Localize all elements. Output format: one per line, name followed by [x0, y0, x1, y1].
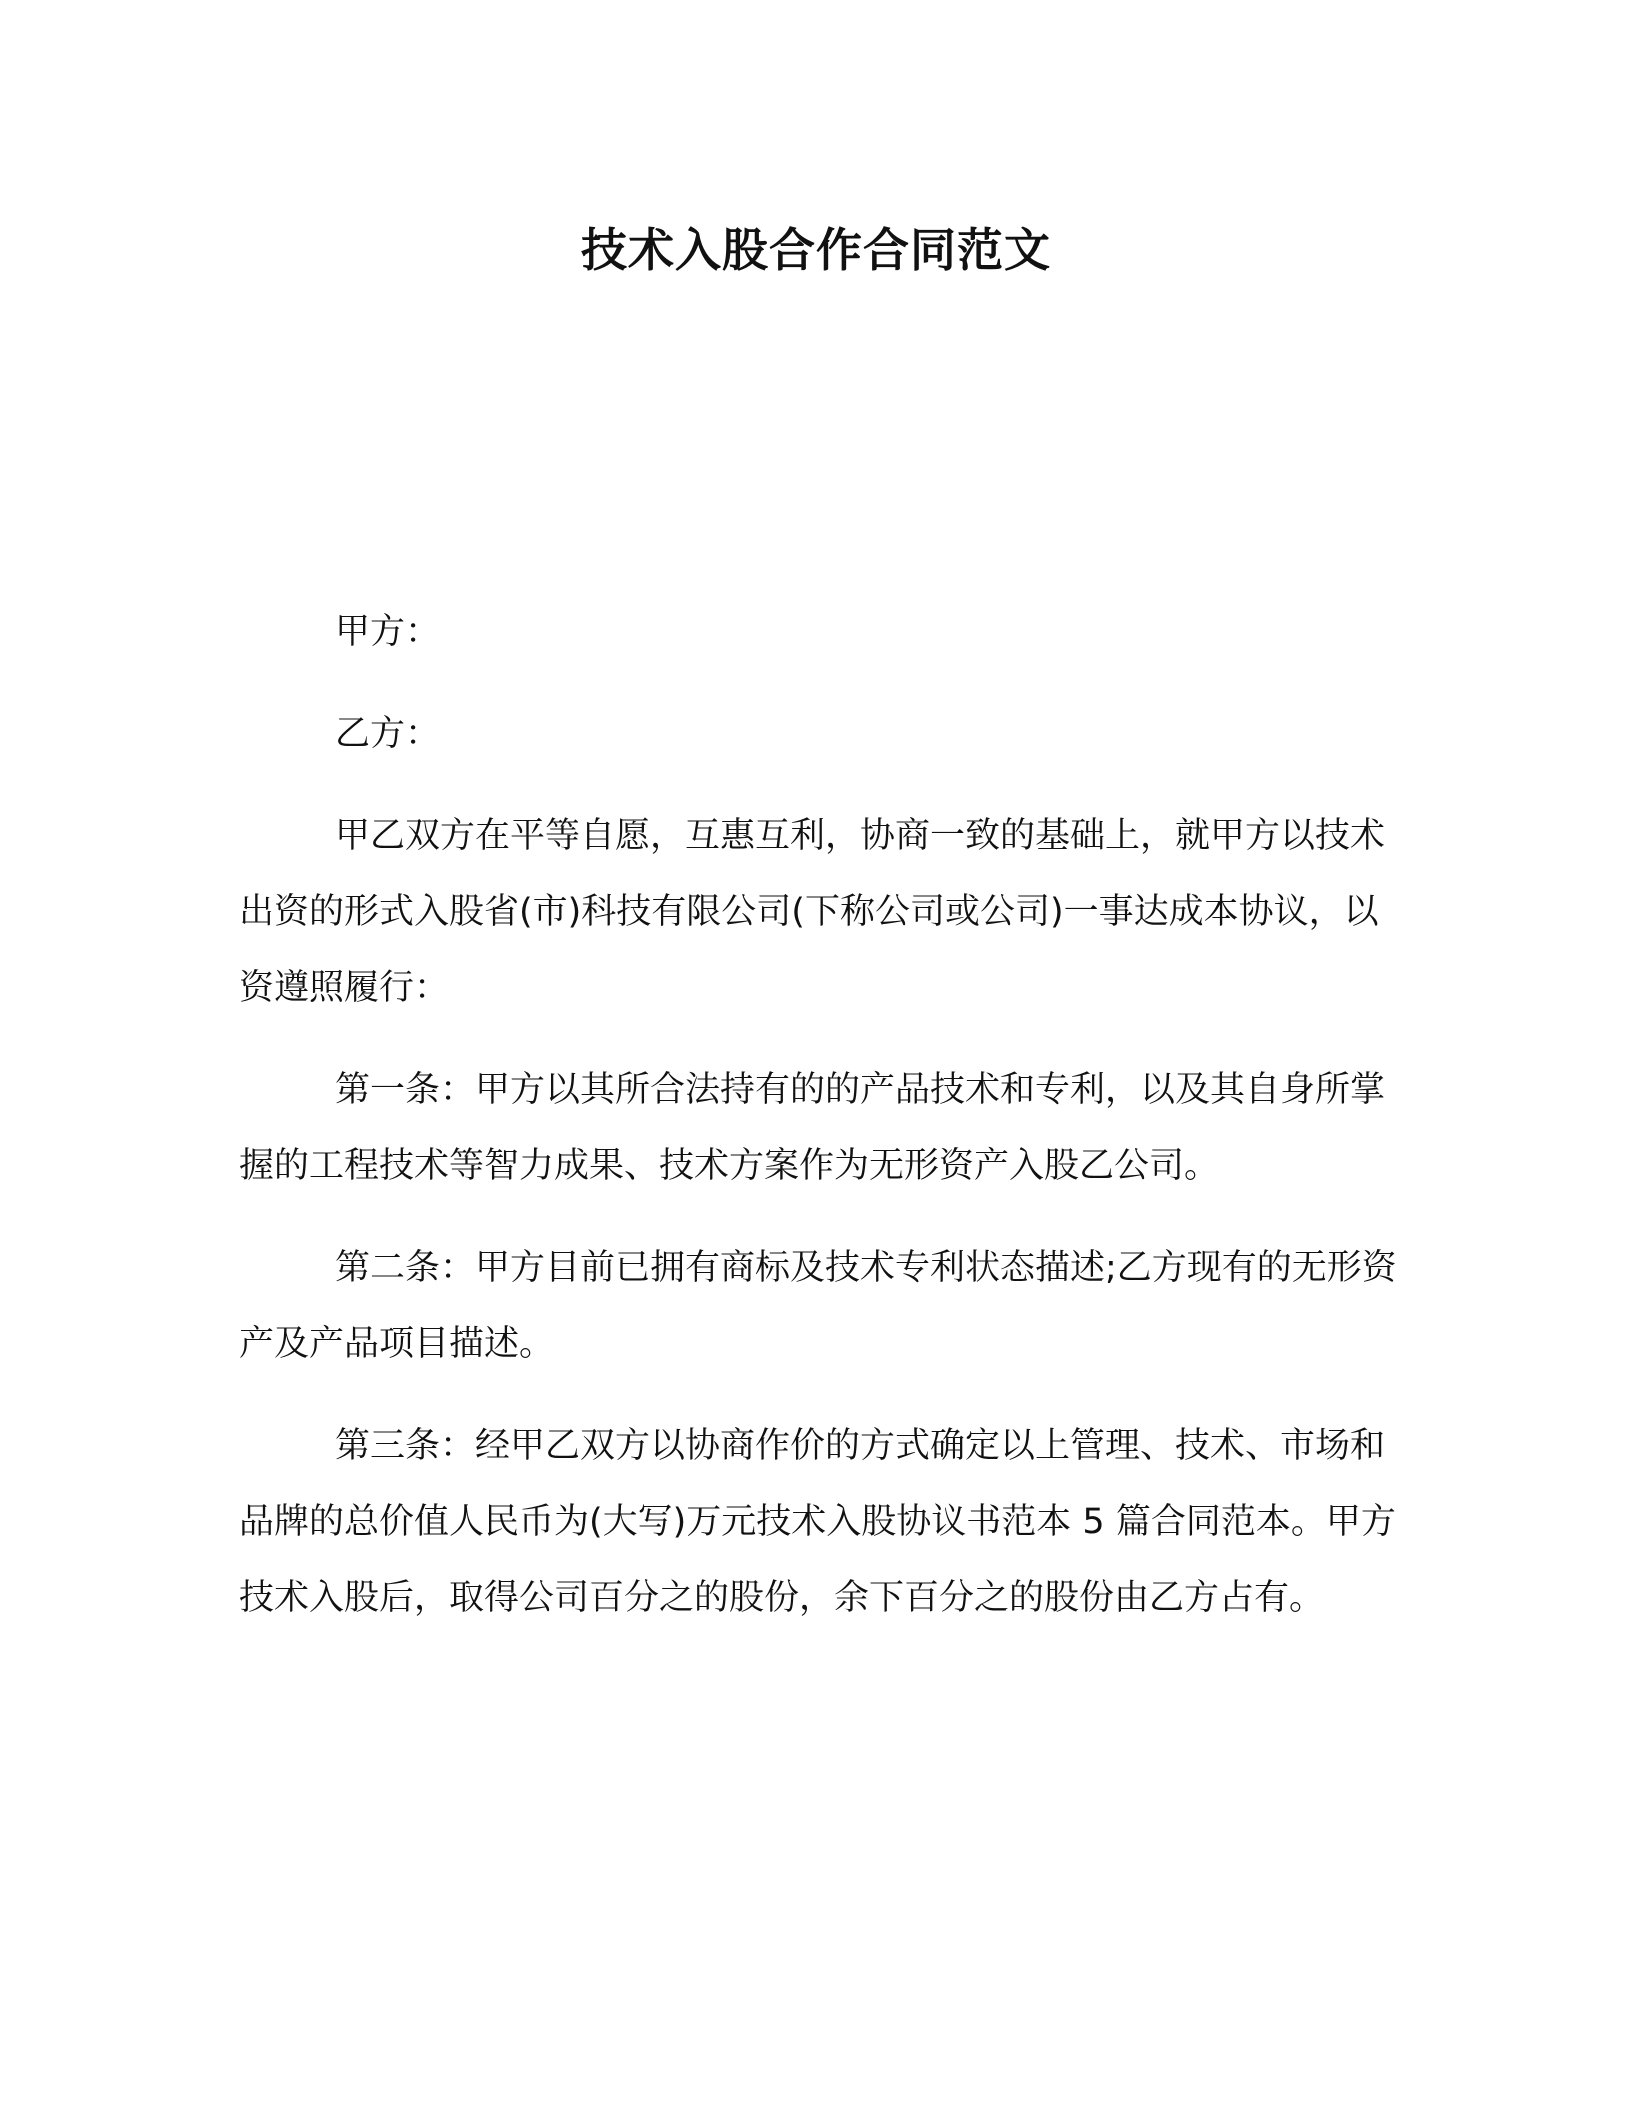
article-3-paragraph: 第三条：经甲乙双方以协商作价的方式确定以上管理、技术、市场和品牌的总价值人民币为(大写)万元技术入股协议书范本 5 篇合同范本。甲方技术入股后，取得公司百分之的股份，余下百分之的股份由乙方占有。	[239, 1426, 1396, 1618]
party-a-line: 甲方：	[335, 612, 441, 652]
document-title: 技术入股合作合同范文	[581, 223, 1051, 277]
article-2-paragraph: 第二条：甲方目前已拥有商标及技术专利状态描述;乙方现有的无形资产及产品项目描述。	[239, 1248, 1397, 1364]
party-b-line: 乙方：	[335, 714, 441, 754]
document-body	[239, 594, 1399, 1662]
article-1-paragraph: 第一条：甲方以其所合法持有的的产品技术和专利，以及其自身所掌握的工程技术等智力成果、技术方案作为无形资产入股乙公司。	[239, 1070, 1386, 1186]
intro-paragraph: 甲乙双方在平等自愿，互惠互利，协商一致的基础上，就甲方以技术出资的形式入股省(市)科技有限公司(下称公司或公司)一事达成本协议，以资遵照履行：	[239, 816, 1386, 1008]
